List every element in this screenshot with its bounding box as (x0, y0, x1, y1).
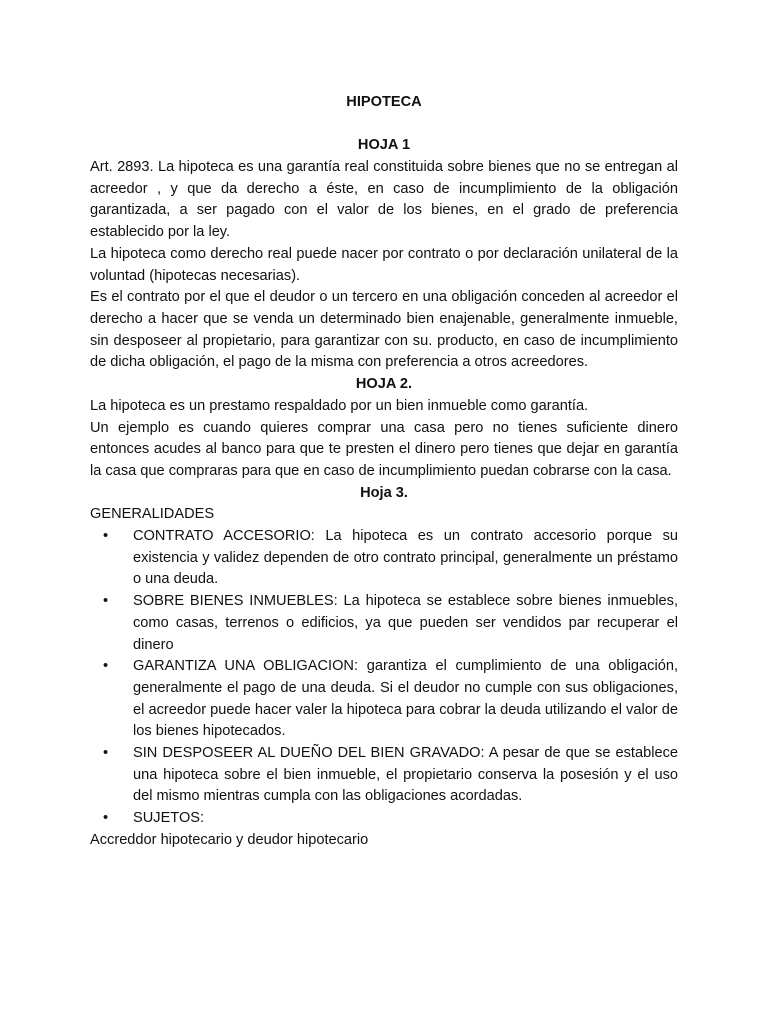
list-item (90, 743, 678, 808)
list-item (90, 591, 678, 656)
bullet-icon: • (103, 593, 109, 610)
sheet-1-heading: HOJA 1 (357, 137, 411, 154)
subjects-line: Accreddor hipotecario y deudor hipotecario (90, 831, 369, 848)
document-page (90, 92, 678, 852)
list-item (90, 656, 678, 743)
sheet-2-heading: HOJA 2. (355, 376, 413, 393)
bullet-icon: • (103, 745, 109, 762)
list-item (90, 808, 678, 830)
list-item (90, 526, 678, 591)
list-item-text: CONTRATO ACCESORIO: La hipoteca es un contrato accesorio porque su existencia y validez dependen de otro contrato principal, generalmente un préstamo o una deuda. (133, 528, 678, 588)
sheet-2-paragraph-example: Un ejemplo es cuando quieres comprar una casa pero no tienes suficiente dinero entonces acudes al banco para que te presten el dinero pero tienes que dejar en garantía la casa que compraras para que en caso de incumplimiento puedan cobrarse con la casa. (90, 419, 678, 479)
list-item-text: SUJETOS: (133, 810, 205, 827)
list-item-text: GARANTIZA UNA OBLIGACION: garantiza el cumplimiento de una obligación, generalmente el pago de una deuda. Si el deudor no cumple con sus obligaciones, el acreedor puede hacer valer la hipoteca para cobrar la deuda utilizando el valor de los bienes hipotecados. (133, 658, 678, 740)
sheet-1-paragraph-article: Art. 2893. La hipoteca es una garantía real constituida sobre bienes que no se entregan al acreedor , y que da derecho a éste, en caso de incumplimiento de la obligación garantizada, a ser pagado con el valor de los bienes, en el grado de preferencia establecido por la ley. (90, 159, 678, 241)
list-item-text: SIN DESPOSEER AL DUEÑO DEL BIEN GRAVADO: A pesar de que se establece una hipoteca sobre el bien inmueble, el propietario conserva la posesión y el uso del mismo mientras cumpla con las obligaciones acordadas. (133, 745, 678, 805)
bullet-icon: • (103, 658, 109, 675)
document-title: HIPOTECA (346, 94, 422, 110)
sheet-1-paragraph-contract: Es el contrato por el que el deudor o un tercero en una obligación conceden al acreedor el derecho a hacer que se venda un determinado bien enajenable, generalmente inmueble, sin desposeer al propietario, para garantizar con su. producto, en caso de incumplimiento de dicha obligación, el pago de la misma con preferencia a otros acreedores. (90, 289, 678, 371)
sheet-2-paragraph-definition: La hipoteca es un prestamo respaldado por un bien inmueble como garantía. (90, 397, 589, 414)
bullet-icon: • (103, 810, 109, 827)
sheet-3-heading: Hoja 3. (360, 484, 408, 501)
generalities-list (90, 526, 678, 830)
list-item-text: SOBRE BIENES INMUEBLES: La hipoteca se establece sobre bienes inmuebles, como casas, terrenos o edificios, ya que pueden ser vendidos par recuperar el dinero (133, 593, 678, 653)
sheet-1-paragraph-real-right: La hipoteca como derecho real puede nacer por contrato o por declaración unilateral de la voluntad (hipotecas necesarias). (90, 245, 678, 284)
generalities-label: GENERALIDADES (90, 506, 215, 523)
bullet-icon: • (103, 528, 109, 545)
